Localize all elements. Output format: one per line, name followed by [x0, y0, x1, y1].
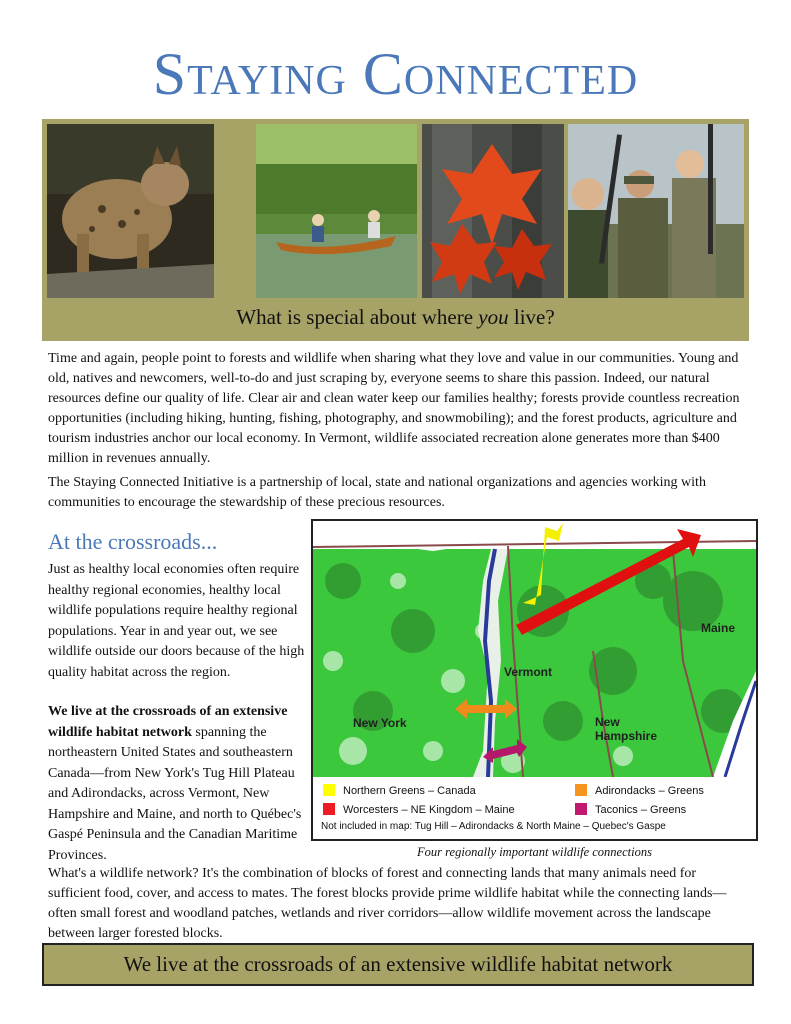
intro-paragraph-2: The Staying Connected Initiative is a partnership of local, state and national organizations and agencies working with communities to encourage the stewardship of these precious resources. [48, 475, 706, 510]
wildlife-connections-map [311, 519, 758, 841]
legend-swatch [575, 784, 587, 796]
map-image [313, 521, 756, 777]
crossroads-paragraph-1: Just as healthy local economies often require healthy regional economies, healthy local wildlife populations require healthy regional populations. Year in and year out, we see wildlife outside our doors because of the high quality habitat across the region. [48, 562, 305, 680]
page-title: Staying Connected [152, 41, 639, 107]
bobcat-photo [47, 124, 214, 298]
map-label-new-hampshire: New Hampshire [595, 715, 658, 743]
photo-band [42, 119, 749, 341]
caption-text-after: live? [508, 305, 555, 329]
legend-item [575, 784, 704, 797]
map-caption: Four regionally important wildlife connections [417, 845, 652, 859]
bottom-banner: We live at the crossroads of an extensive wildlife habitat network [42, 943, 754, 986]
crossroads-paragraph-2 [48, 702, 310, 866]
map-label-maine: Maine [701, 621, 736, 635]
photo-band-caption [42, 305, 749, 330]
legend-note: Not included in map: Tug Hill – Adirondacks & North Maine – Quebec's Gaspe [321, 821, 666, 832]
map-legend [313, 777, 756, 839]
network-paragraph: What's a wildlife network? It's the combination of blocks of forest and connecting lands that many animals need for sufficient food, cover, and access to mates. The forest blocks provide prime wildlife habitat while the connecting lands—often small forest and woodland patches, wetlands and river corridors—allow wildlife movement across the landscape between larger forested blocks. [48, 866, 727, 941]
caption-emphasis: you [478, 305, 509, 329]
legend-label: Taconics – Greens [595, 804, 687, 816]
legend-item [323, 803, 515, 816]
map-label-new-york: New York [353, 716, 407, 730]
maple-leaves-photo [422, 124, 564, 298]
legend-swatch [323, 784, 335, 796]
crossroads-paragraph-2-bold: We live at the crossroads of an extensive wildlife habitat network [48, 704, 288, 740]
map-label-vermont: Vermont [504, 665, 553, 679]
crossroads-paragraph-2-rest: spanning the northeastern United States and southeastern Canada—from New York's Tug Hill Plateau and Adirondacks, across Vermont, New Hampshire and Maine, and north to Québec's Gaspé Peninsula and the Canadian Maritime Provinces. [48, 724, 302, 863]
legend-label: Worcesters – NE Kingdom – Maine [343, 804, 515, 816]
legend-label: Adirondacks – Greens [595, 785, 704, 797]
hunters-photo [568, 124, 744, 298]
canoe-photo [256, 124, 417, 298]
legend-label: Northern Greens – Canada [343, 785, 476, 797]
section-heading-crossroads: At the crossroads... [48, 529, 218, 554]
caption-text-before: What is special about where [236, 305, 479, 329]
intro-paragraph-1: Time and again, people point to forests and wildlife when sharing what they love and value in our communities. Young and old, natives and newcomers, well-to-do and just scraping by, everyone seems to share this passion. Indeed, our natural resources define our quality of life. Clear air and clean water keep our families healthy; forests provide countless recreation opportunities (including hiking, hunting, fishing, photography, and snowmobiling); and the forest products, agriculture and tourism industries anchor our local economy. In Vermont, wildlife associated recreation alone generates more than $400 million in revenues annually. [48, 351, 740, 466]
legend-swatch [323, 803, 335, 815]
legend-item [575, 803, 686, 816]
legend-item [323, 784, 476, 797]
legend-swatch [575, 803, 587, 815]
